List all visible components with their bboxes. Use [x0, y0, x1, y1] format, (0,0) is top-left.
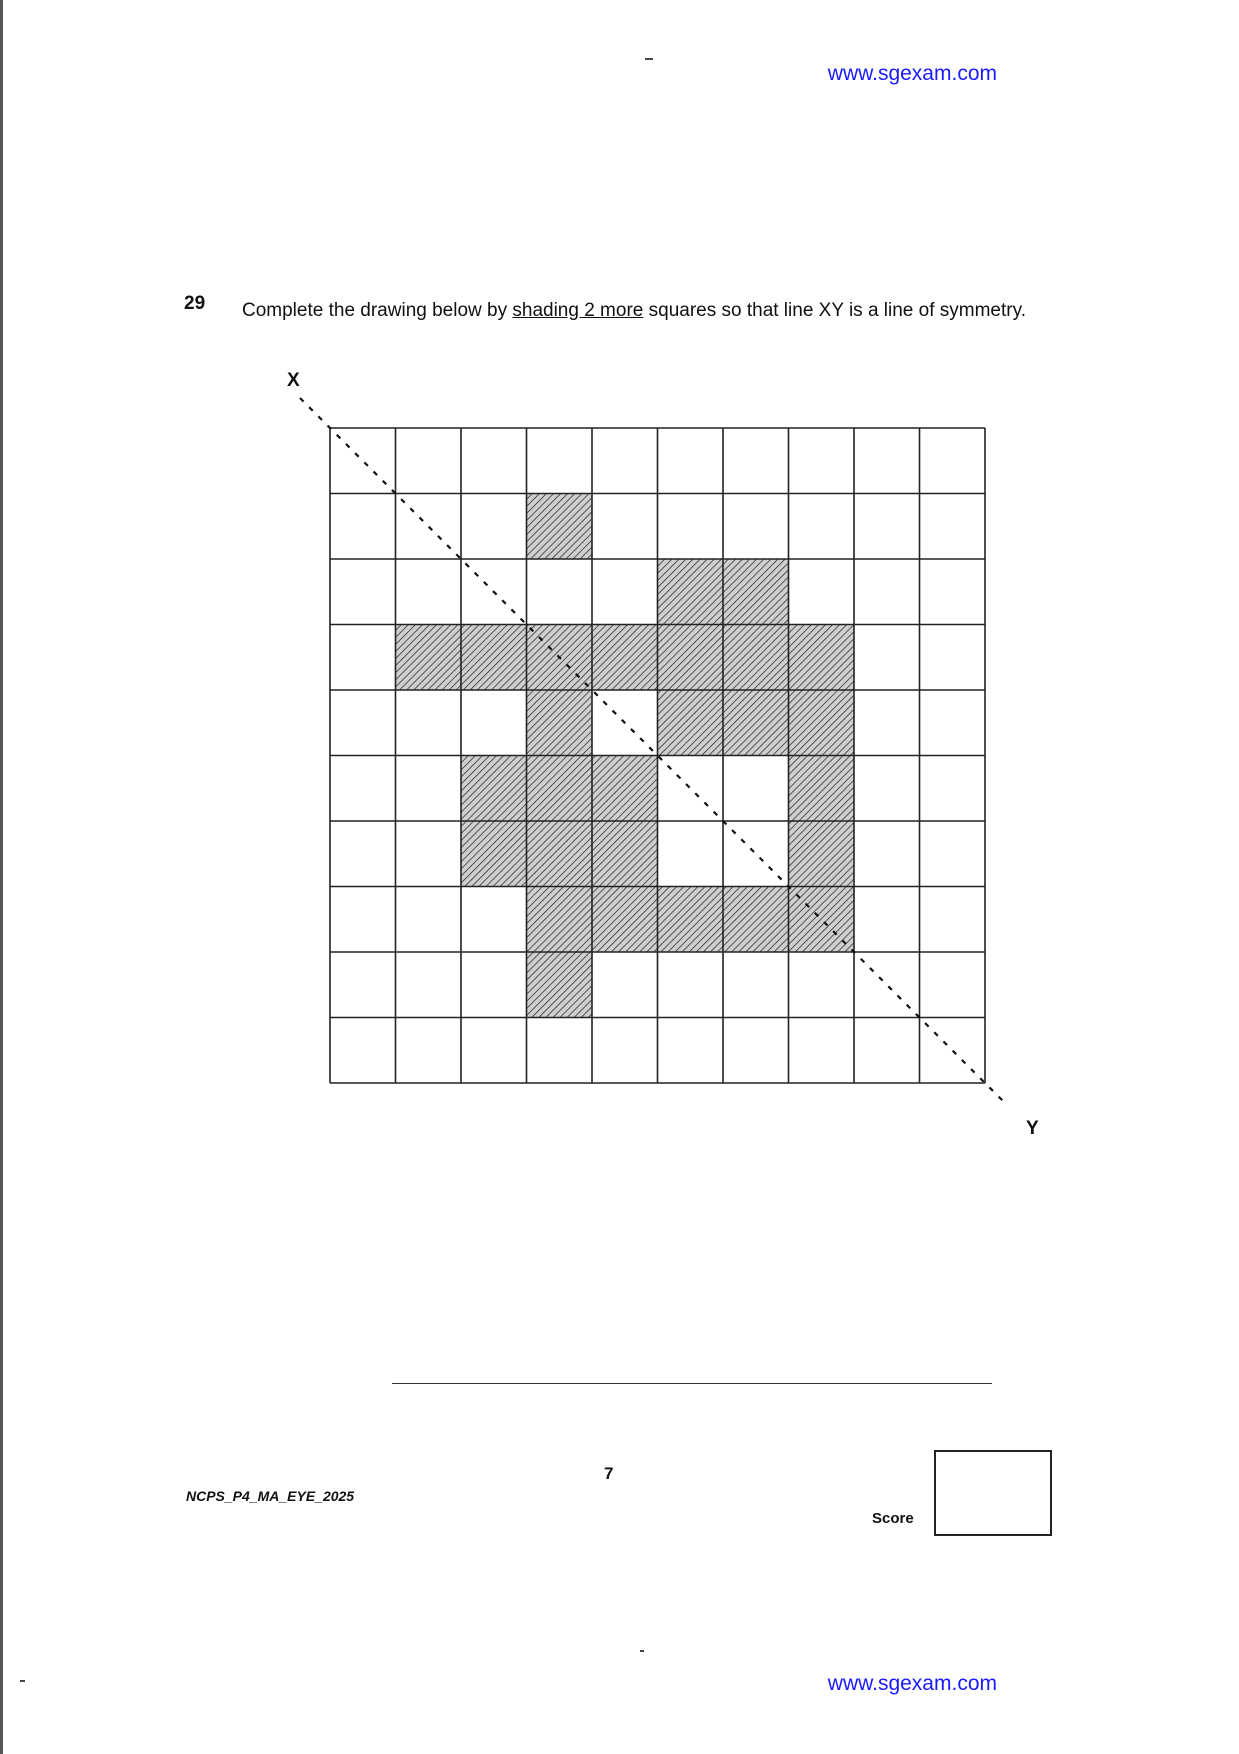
- grid-cell-empty[interactable]: [330, 821, 396, 887]
- grid-cell-empty[interactable]: [461, 428, 527, 494]
- grid-cell-empty[interactable]: [592, 1018, 658, 1084]
- grid-cell-shaded[interactable]: [658, 690, 724, 756]
- grid-cell-empty[interactable]: [854, 1018, 920, 1084]
- watermark-link-top[interactable]: www.sgexam.com: [827, 62, 997, 85]
- watermark-link-bottom[interactable]: www.sgexam.com: [827, 1672, 997, 1695]
- grid-cell-shaded[interactable]: [527, 952, 593, 1018]
- grid-cell-shaded[interactable]: [527, 494, 593, 560]
- grid-cell-empty[interactable]: [396, 952, 462, 1018]
- grid-cell-empty[interactable]: [330, 756, 396, 822]
- grid-cell-empty[interactable]: [920, 559, 986, 625]
- question-text-before: Complete the drawing below by: [242, 300, 513, 321]
- grid-cell-empty[interactable]: [854, 690, 920, 756]
- grid-cell-empty[interactable]: [396, 1018, 462, 1084]
- grid-cell-empty[interactable]: [658, 428, 724, 494]
- grid-cell-shaded[interactable]: [592, 821, 658, 887]
- grid-cell-empty[interactable]: [461, 494, 527, 560]
- answer-line: [392, 1383, 992, 1384]
- grid-cell-empty[interactable]: [396, 494, 462, 560]
- question-number: 29: [184, 293, 206, 314]
- grid-cell-shaded[interactable]: [592, 887, 658, 953]
- grid-cell-shaded[interactable]: [461, 625, 527, 691]
- symmetry-label-x: X: [287, 370, 300, 391]
- grid-cell-shaded[interactable]: [461, 756, 527, 822]
- grid-cell-empty[interactable]: [658, 952, 724, 1018]
- grid-cell-empty[interactable]: [461, 690, 527, 756]
- grid-cell-empty[interactable]: [789, 952, 855, 1018]
- grid-cell-empty[interactable]: [854, 887, 920, 953]
- grid-cell-empty[interactable]: [396, 887, 462, 953]
- grid-cell-shaded[interactable]: [789, 756, 855, 822]
- grid-cell-empty[interactable]: [592, 428, 658, 494]
- grid-cell-empty[interactable]: [658, 756, 724, 822]
- grid-cell-empty[interactable]: [854, 756, 920, 822]
- grid-cell-empty[interactable]: [854, 559, 920, 625]
- symmetry-label-y: Y: [1026, 1118, 1039, 1139]
- grid-cell-shaded[interactable]: [527, 756, 593, 822]
- grid-cell-empty[interactable]: [723, 494, 789, 560]
- grid-cell-empty[interactable]: [920, 494, 986, 560]
- grid-cell-shaded[interactable]: [789, 821, 855, 887]
- scan-speck: [640, 1650, 644, 1652]
- grid-cell-empty[interactable]: [592, 952, 658, 1018]
- grid-cell-empty[interactable]: [330, 952, 396, 1018]
- grid-cell-empty[interactable]: [789, 559, 855, 625]
- grid-cell-empty[interactable]: [658, 494, 724, 560]
- grid-cell-shaded[interactable]: [527, 821, 593, 887]
- grid-cell-empty[interactable]: [330, 690, 396, 756]
- grid-cell-empty[interactable]: [854, 821, 920, 887]
- grid-cell-empty[interactable]: [330, 887, 396, 953]
- page-number: 7: [604, 1464, 614, 1483]
- grid-cell-shaded[interactable]: [461, 821, 527, 887]
- question-text-after: squares so that line XY is a line of symmetry.: [643, 300, 1026, 321]
- grid-cell-empty[interactable]: [920, 428, 986, 494]
- grid-cell-empty[interactable]: [920, 756, 986, 822]
- grid-cell-empty[interactable]: [854, 428, 920, 494]
- grid-cell-empty[interactable]: [920, 887, 986, 953]
- grid-cell-empty[interactable]: [658, 1018, 724, 1084]
- grid-cell-shaded[interactable]: [592, 625, 658, 691]
- grid-cell-empty[interactable]: [854, 625, 920, 691]
- grid-cell-empty[interactable]: [461, 887, 527, 953]
- grid-cell-shaded[interactable]: [592, 756, 658, 822]
- grid-cell-shaded[interactable]: [396, 625, 462, 691]
- grid-cell-empty[interactable]: [527, 428, 593, 494]
- grid-cell-empty[interactable]: [723, 756, 789, 822]
- grid-cell-empty[interactable]: [789, 428, 855, 494]
- grid-cell-empty[interactable]: [723, 1018, 789, 1084]
- grid-cell-empty[interactable]: [789, 494, 855, 560]
- scan-speck: [645, 58, 653, 60]
- grid-cell-shaded[interactable]: [527, 690, 593, 756]
- grid-cell-empty[interactable]: [920, 821, 986, 887]
- grid-cell-empty[interactable]: [396, 756, 462, 822]
- grid-cell-empty[interactable]: [396, 559, 462, 625]
- grid-cell-empty[interactable]: [592, 559, 658, 625]
- grid-cell-shaded[interactable]: [723, 559, 789, 625]
- grid-cell-empty[interactable]: [330, 1018, 396, 1084]
- grid-cell-empty[interactable]: [461, 1018, 527, 1084]
- grid-cell-empty[interactable]: [658, 821, 724, 887]
- grid-cell-shaded[interactable]: [723, 887, 789, 953]
- grid-cell-empty[interactable]: [920, 1018, 986, 1084]
- grid-cell-shaded[interactable]: [723, 690, 789, 756]
- grid-cell-empty[interactable]: [920, 625, 986, 691]
- grid-cell-empty[interactable]: [527, 1018, 593, 1084]
- grid-cell-empty[interactable]: [527, 559, 593, 625]
- grid-cell-empty[interactable]: [854, 494, 920, 560]
- grid-cell-empty[interactable]: [330, 625, 396, 691]
- grid-cell-shaded[interactable]: [723, 625, 789, 691]
- grid-cell-shaded[interactable]: [658, 625, 724, 691]
- grid-cell-empty[interactable]: [920, 690, 986, 756]
- grid-cell-empty[interactable]: [396, 428, 462, 494]
- grid-cell-shaded[interactable]: [658, 559, 724, 625]
- score-label: Score: [872, 1510, 914, 1527]
- grid-cell-empty[interactable]: [723, 428, 789, 494]
- grid-cell-empty[interactable]: [723, 952, 789, 1018]
- grid-cell-shaded[interactable]: [789, 690, 855, 756]
- grid-cell-empty[interactable]: [920, 952, 986, 1018]
- grid-cell-shaded[interactable]: [527, 887, 593, 953]
- score-box[interactable]: [934, 1450, 1052, 1536]
- grid-cell-empty[interactable]: [789, 1018, 855, 1084]
- grid-cell-empty[interactable]: [592, 494, 658, 560]
- question-text-underlined: shading 2 more: [512, 300, 644, 321]
- scan-speck: [20, 1680, 25, 1682]
- grid-cell-empty[interactable]: [396, 690, 462, 756]
- grid-cell-empty[interactable]: [330, 494, 396, 560]
- grid-cell-shaded[interactable]: [658, 887, 724, 953]
- grid-cell-empty[interactable]: [330, 559, 396, 625]
- paper-code: NCPS_P4_MA_EYE_2025: [186, 1488, 355, 1504]
- grid-cell-empty[interactable]: [396, 821, 462, 887]
- grid-cell-shaded[interactable]: [789, 625, 855, 691]
- grid-cell-empty[interactable]: [461, 952, 527, 1018]
